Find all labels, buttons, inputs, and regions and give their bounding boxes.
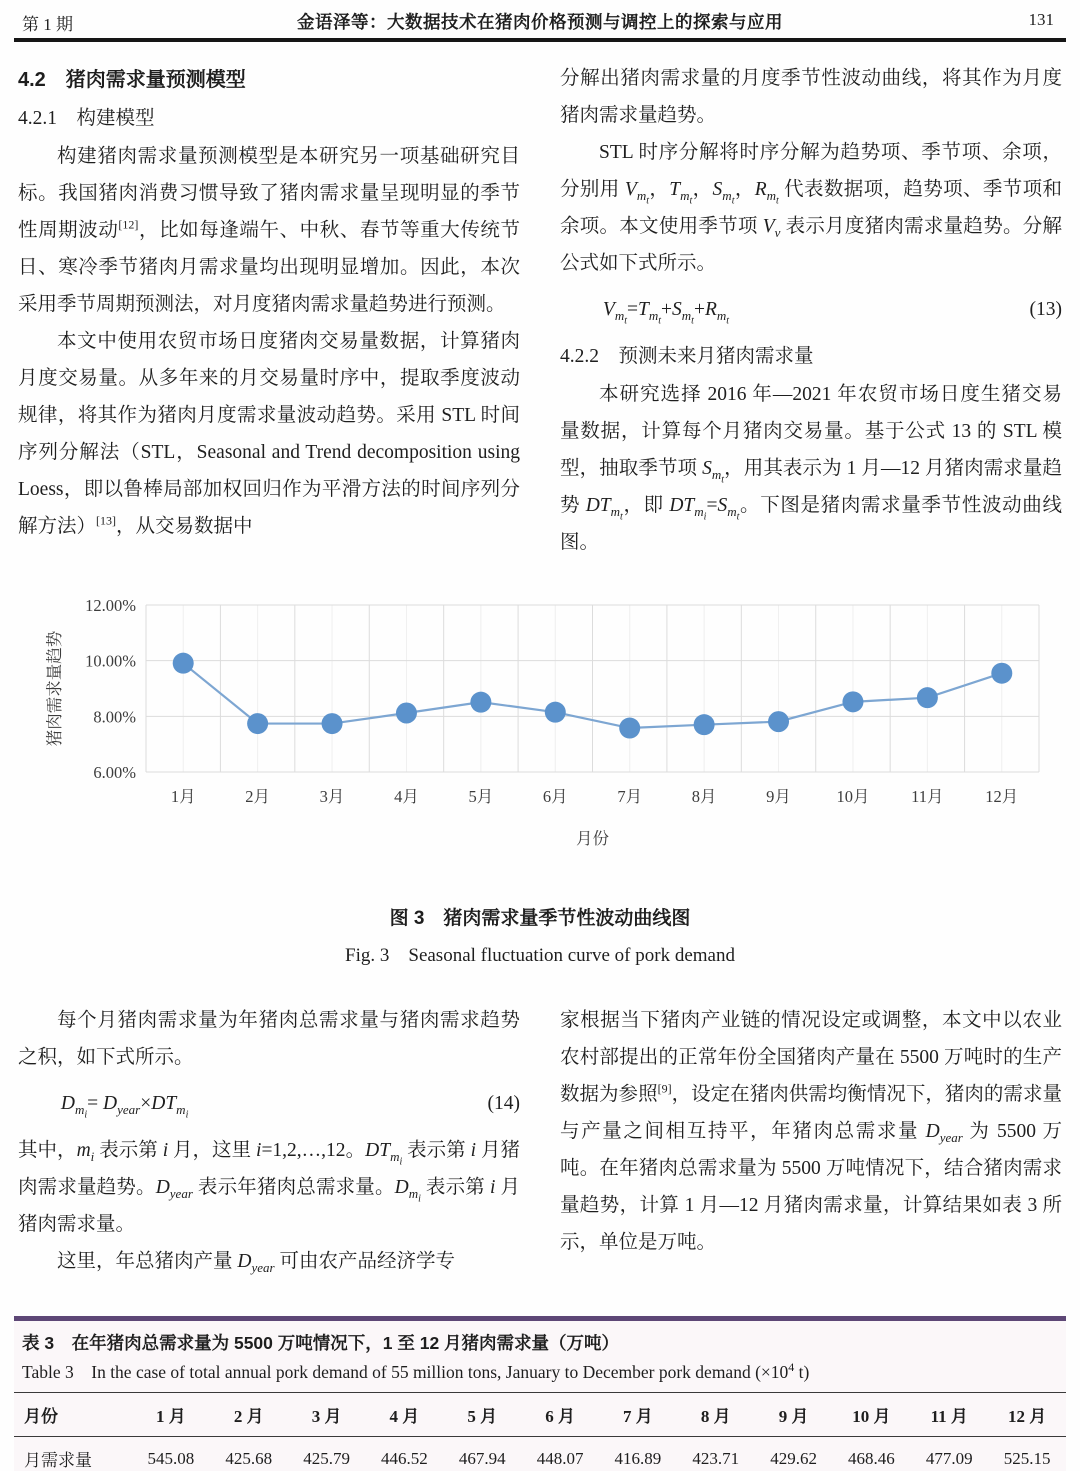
table-value-cell: 423.71 [692, 1448, 740, 1468]
x-tick-label: 8月 [691, 787, 717, 806]
column-right-bottom [560, 1002, 1062, 1261]
table-value-cell: 448.07 [536, 1448, 584, 1468]
x-tick-label: 10月 [836, 787, 870, 806]
paragraph: 每个月猪肉需求量为年猪肉总需求量与猪肉需求趋势之积，如下式所示。 [18, 1010, 520, 1068]
table-header-cell: 3 月 [311, 1407, 342, 1426]
paragraph: 家根据当下猪肉产业链的情况设定或调整，本文中以农业农村部提出的正常年份全国猪肉产量在 5500 万吨时的生产数据为参照[9]，设定在猪肉供需均衡情况下，猪肉的需求量与产量之间相互持平，年猪肉总需求量 $D_{year}$ 为 5500 万吨。在年猪肉总需求量为 5500 万吨情况下，结合猪肉需求量趋势，计算 1 月—12 月猪肉需求量，计算结果如表 3 所示，单位是万吨。 [560, 1010, 1062, 1253]
table-data-row [14, 1437, 1066, 1471]
table-header-cell: 1 月 [156, 1407, 186, 1426]
table-value-cell: 429.62 [770, 1448, 817, 1468]
y-tick-label: 6.00% [93, 763, 136, 782]
data-point [842, 691, 863, 712]
y-axis-title: 猪肉需求量趋势 [45, 630, 64, 747]
table-header-cell: 2 月 [233, 1407, 264, 1426]
x-tick-label: 6月 [542, 787, 568, 806]
y-tick-label: 8.00% [93, 707, 136, 727]
table-value-cell: 468.46 [848, 1448, 895, 1468]
column-left-bottom [18, 1002, 520, 1280]
table-value-cell: 425.68 [225, 1448, 273, 1468]
x-tick-label: 9月 [766, 787, 791, 806]
table-value-cell: 425.79 [303, 1448, 350, 1468]
data-point [173, 653, 194, 674]
data-point [917, 687, 938, 708]
equation-14 [18, 1084, 520, 1124]
pork-demand-seasonal-chart [40, 572, 1040, 872]
section-heading-4-2: 4.2 猪肉需求量预测模型 [18, 69, 246, 91]
equation-14-body: $D_{m_i}= D_{year}\times DT_{m_i}$ [60, 1093, 189, 1121]
table-header-cell: 5 月 [467, 1407, 498, 1426]
equation-13-number: (13) [1029, 299, 1062, 320]
x-tick-label: 12月 [985, 787, 1019, 806]
equation-13-body: $V_{m_t}=T_{m_t}+S_{m_t}+R_{m_t}$ [602, 299, 730, 327]
table-header-cell: 11 月 [930, 1407, 968, 1426]
journal-issue: 第 1 期 [22, 15, 73, 34]
equation-14-number: (14) [487, 1093, 520, 1114]
table-row-label: 月需求量 [24, 1451, 92, 1470]
paragraph: 本文中使用农贸市场日度猪肉交易量数据，计算猪肉月度交易量。从多年来的月交易量时序中，提取季度波动规律，将其作为猪肉月度需求量波动趋势。采用 STL 时间序列分解法（STL，Seasonal and Trend decomposition using Loess，即以鲁棒局部加权回归作为平滑方法的时间序列分解方法）[13]，从交易数据中 [18, 331, 520, 537]
x-tick-label: 7月 [617, 787, 643, 806]
table-header-cell: 6 月 [545, 1407, 575, 1426]
x-tick-label: 4月 [394, 787, 419, 806]
paragraph: 分解出猪肉需求量的月度季节性波动曲线，将其作为月度猪肉需求量趋势。 [560, 68, 1062, 126]
data-point [247, 713, 268, 734]
header-rule [14, 38, 1066, 42]
table-value-cell: 477.09 [925, 1448, 973, 1468]
table-value-cell: 545.08 [147, 1448, 195, 1468]
column-left-top [18, 60, 520, 545]
page-number: 131 [1028, 10, 1054, 29]
table-title-zh: 表 3 在年猪肉总需求量为 5500 万吨情况下，1 至 12 月猪肉需求量（万吨） [22, 1333, 620, 1353]
table-value-cell: 446.52 [381, 1448, 428, 1468]
x-tick-label: 2月 [245, 787, 270, 806]
table-header-row [14, 1393, 1066, 1436]
table-header-cell: 7 月 [623, 1407, 653, 1426]
table-header-cell: 9 月 [778, 1407, 809, 1426]
y-tick-label: 10.00% [85, 651, 136, 671]
x-tick-label: 1月 [170, 787, 196, 806]
table-header-cell: 12 月 [1007, 1407, 1047, 1426]
data-point [768, 711, 789, 732]
x-tick-label: 5月 [468, 787, 494, 806]
table-value-cell: 467.94 [458, 1448, 506, 1468]
equation-13 [560, 290, 1062, 330]
figure-3-chart-area [40, 572, 1040, 872]
table-header-cell: 10 月 [852, 1407, 891, 1426]
data-point [545, 702, 566, 723]
subsection-heading-4-2-1: 4.2.1 构建模型 [18, 108, 155, 129]
x-tick-label: 3月 [319, 787, 345, 806]
paragraph: STL 时序分解将时序分解为趋势项、季节项、余项，分别用 $V_{m_t}$，$T_{m_t}$，$S_{m_t}$，$R_{m_t}$ 代表数据项，趋势项、季节项和余项。本文使用季节项 $V_v$ 表示月度猪肉需求量趋势。分解公式如下式所示。 [560, 142, 1062, 274]
data-point [322, 713, 343, 734]
paragraph: 这里，年总猪肉产量 $D_{year}$ 可由农产品经济学专 [57, 1251, 455, 1275]
column-right-top [560, 60, 1062, 561]
data-point [470, 692, 491, 713]
subsection-heading-4-2-2: 4.2.2 预测未来月猪肉需求量 [560, 346, 814, 367]
x-axis-title: 月份 [576, 829, 609, 848]
table-header-cell: 4 月 [389, 1407, 420, 1426]
table-value-cell: 416.89 [614, 1448, 662, 1468]
data-point [396, 702, 417, 723]
paragraph: 其中，$m_i$ 表示第 i 月，这里 i=1,2,…,12。$DT_{m_i}$ 表示第 i 月猪肉需求量趋势。$D_{year}$ 表示年猪肉总需求量。$D_{m_i}$ 表示第 i 月猪肉需求量。 [18, 1140, 520, 1235]
data-point [694, 714, 715, 735]
chart-gridlines [146, 605, 1039, 772]
table-value-cell: 525.15 [1003, 1448, 1051, 1468]
paragraph: 构建猪肉需求量预测模型是本研究另一项基础研究目标。我国猪肉消费习惯导致了猪肉需求量呈现明显的季节性周期波动[12]，比如每逢端午、中秋、春节等重大传统节日、寒冷季节猪肉月需求量均出现明显增加。因此，本次采用季节周期预测法，对月度猪肉需求量趋势进行预测。 [18, 146, 520, 315]
y-tick-label: 12.00% [85, 596, 136, 615]
running-title: 金语泽等：大数据技术在猪肉价格预测与调控上的探索与应用 [297, 12, 783, 32]
figure-caption-en: Fig. 3 Seasonal fluctuation curve of pork demand [345, 945, 735, 966]
table-corner-header: 月份 [24, 1407, 58, 1426]
paragraph: 本研究选择 2016 年—2021 年农贸市场日度生猪交易量数据，计算每个月猪肉交易量。基于公式 13 的 STL 模型，抽取季节项 $S_{m_t}$，用其表示为 1 月—12 月猪肉需求量趋势 $DT_{m_t}$，即 $DT_{m_i}=S_{m_t}$。下图是猪肉需求量季节性波动曲线图。 [560, 384, 1062, 553]
data-point [619, 718, 640, 739]
data-point [991, 663, 1012, 684]
table-3 [14, 1316, 1066, 1471]
table-header-cell: 8 月 [700, 1407, 731, 1426]
table-title-en: Table 3 In the case of total annual pork demand of 55 million tons, January to December pork demand ($\times 10^4$ t) [22, 1360, 810, 1382]
x-tick-label: 11月 [911, 787, 944, 806]
figure-caption-zh: 图 3 猪肉需求量季节性波动曲线图 [389, 908, 691, 929]
